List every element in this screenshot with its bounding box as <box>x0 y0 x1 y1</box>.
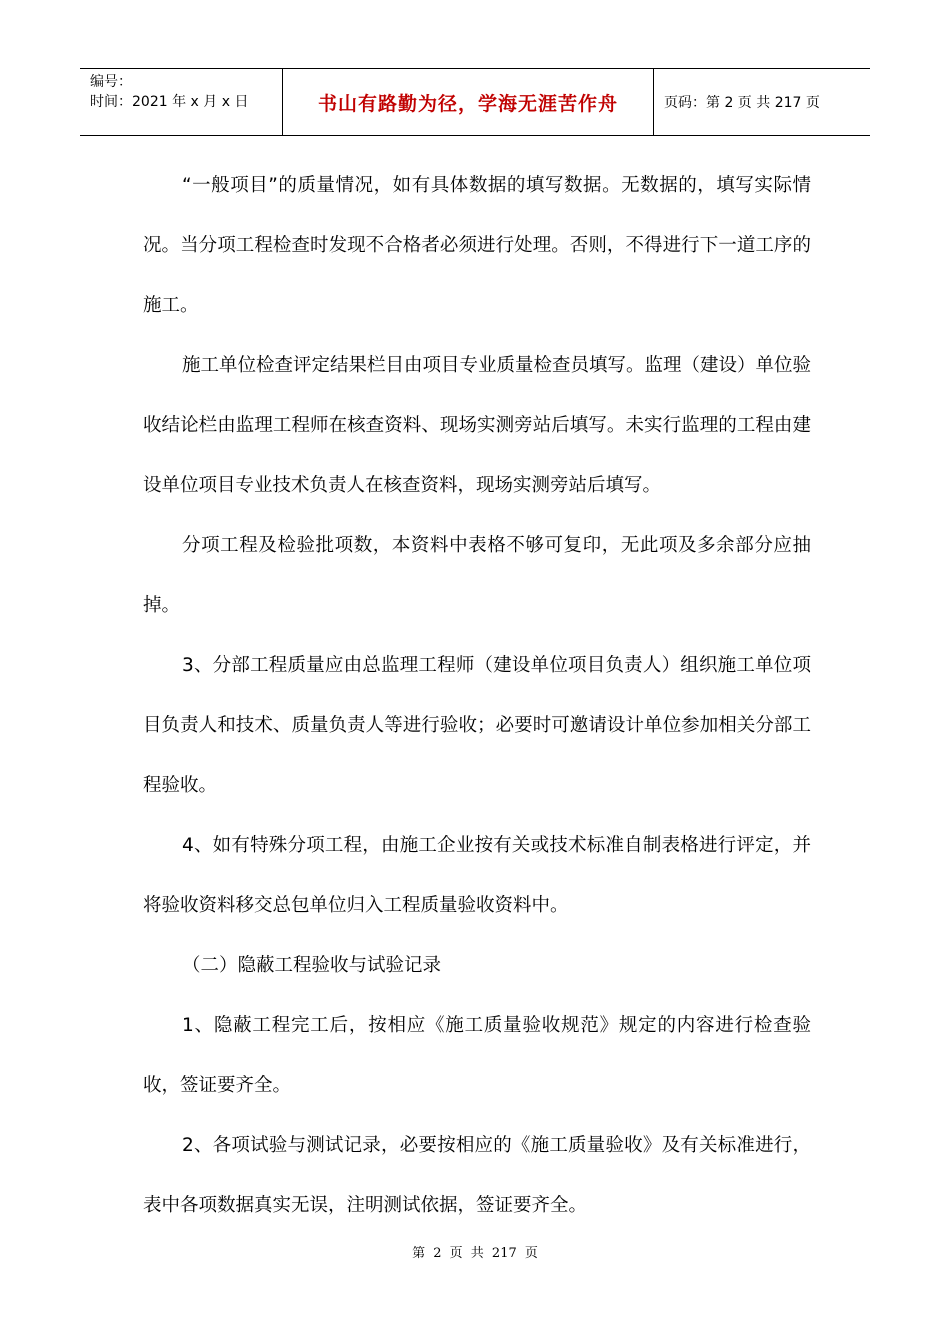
document-number-label: 编号： <box>90 74 132 90</box>
paragraph: 3、分部工程质量应由总监理工程师（建设单位项目负责人）组织施工单位项目负责人和技术、质量负责人等进行验收；必要时可邀请设计单位参加相关分部工程验收。 <box>143 655 811 796</box>
header-meta <box>90 72 280 112</box>
header-divider <box>653 69 654 135</box>
header-motto: 书山有路勤为径，学海无涯苦作舟 <box>317 92 618 115</box>
paragraph: “一般项目”的质量情况，如有具体数据的填写数据。无数据的，填写实际情况。当分项工程检查时发现不合格者必须进行处理。否则，不得进行下一道工序的施工。 <box>143 175 811 316</box>
paragraph: 2、各项试验与测试记录，必要按相应的《施工质量验收》及有关标准进行，表中各项数据真实无误，注明测试依据，签证要齐全。 <box>143 1135 811 1216</box>
page-footer: 第 2 页 共 217 页 <box>412 1246 538 1261</box>
section-heading: （二）隐蔽工程验收与试验记录 <box>182 955 442 976</box>
paragraph: 4、如有特殊分项工程，由施工企业按有关或技术标准自制表格进行评定，并将验收资料移交总包单位归入工程质量验收资料中。 <box>143 835 811 916</box>
document-body <box>143 156 811 1236</box>
document-date: 时间：2021 年 x 月 x 日 <box>90 94 249 110</box>
paragraph: 1、隐蔽工程完工后，按相应《施工质量验收规范》规定的内容进行检查验收，签证要齐全。 <box>143 1015 811 1096</box>
paragraph: 施工单位检查评定结果栏目由项目专业质量检查员填写。监理（建设）单位验收结论栏由监理工程师在核查资料、现场实测旁站后填写。未实行监理的工程由建设单位项目专业技术负责人在核查资料，现场实测旁站后填写。 <box>143 355 812 496</box>
paragraph: 分项工程及检验批项数，本资料中表格不够可复印，无此项及多余部分应抽掉。 <box>143 535 811 616</box>
page-header <box>80 68 870 136</box>
header-page-info: 页码：第 2 页 共 217 页 <box>664 95 820 111</box>
